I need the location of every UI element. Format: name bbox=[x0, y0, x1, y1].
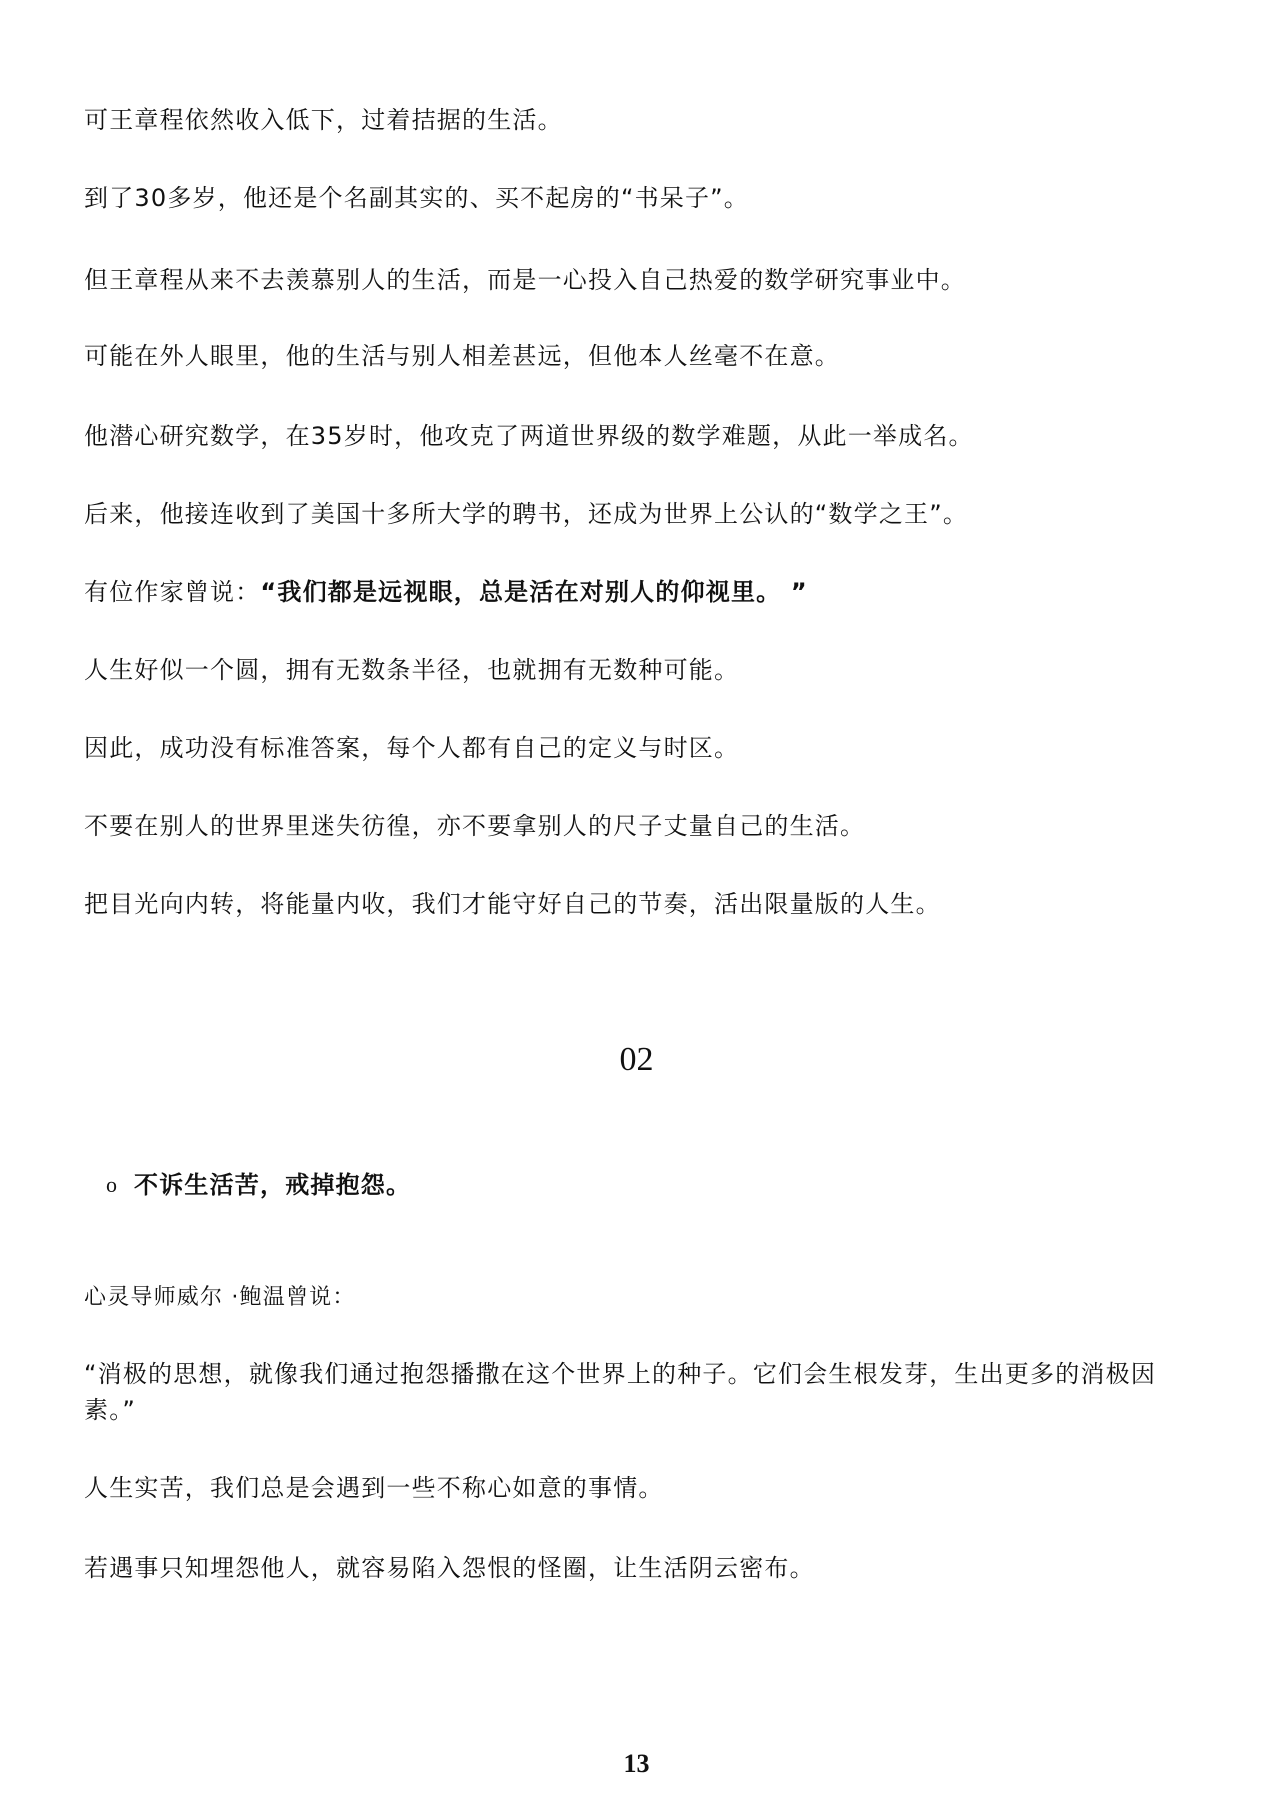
paragraph: 不要在别人的世界里迷失彷徨，亦不要拿别人的尺子丈量自己的生活。 bbox=[84, 812, 866, 840]
paragraph: 把目光向内转，将能量内收，我们才能守好自己的节奏，活出限量版的人生。 bbox=[84, 890, 941, 918]
paragraph: 心灵导师威尔 ·鲍温曾说： bbox=[84, 1285, 356, 1310]
paragraph: “消极的思想，就像我们通过抱怨播撒在这个世界上的种子。它们会生根发芽，生出更多的消极因素。” bbox=[84, 1360, 1157, 1424]
section-number: 02 bbox=[619, 1041, 654, 1078]
quote-prefix: 有位作家曾说： bbox=[84, 578, 261, 606]
bullet-text: 不诉生活苦，戒掉抱怨。 bbox=[134, 1171, 412, 1199]
paragraph: 他潜心研究数学，在35岁时，他攻克了两道世界级的数学难题，从此一举成名。 bbox=[84, 422, 974, 450]
bold-quote: “我们都是远视眼，总是活在对别人的仰视里。 ” bbox=[260, 578, 808, 606]
paragraph: 到了30多岁，他还是个名副其实的、买不起房的“书呆子”。 bbox=[84, 184, 750, 212]
bullet-marker: o bbox=[106, 1172, 119, 1197]
quote-paragraph bbox=[84, 574, 1194, 610]
paragraph: 人生好似一个圆，拥有无数条半径，也就拥有无数种可能。 bbox=[84, 656, 740, 684]
paragraph: 若遇事只知埋怨他人，就容易陷入怨恨的怪圈，让生活阴云密布。 bbox=[84, 1554, 815, 1582]
paragraph: 人生实苦，我们总是会遇到一些不称心如意的事情。 bbox=[84, 1474, 664, 1502]
paragraph: 因此，成功没有标准答案，每个人都有自己的定义与时区。 bbox=[84, 734, 740, 762]
paragraph: 但王章程从来不去羡慕别人的生活，而是一心投入自己热爱的数学研究事业中。 bbox=[84, 266, 966, 294]
paragraph: 可王章程依然收入低下，过着拮据的生活。 bbox=[84, 106, 563, 134]
paragraph: 后来，他接连收到了美国十多所大学的聘书，还成为世界上公认的“数学之王”。 bbox=[84, 500, 969, 528]
paragraph: 可能在外人眼里，他的生活与别人相差甚远，但他本人丝毫不在意。 bbox=[84, 342, 840, 370]
page-number: 13 bbox=[623, 1749, 650, 1778]
bullet-heading bbox=[106, 1167, 411, 1203]
